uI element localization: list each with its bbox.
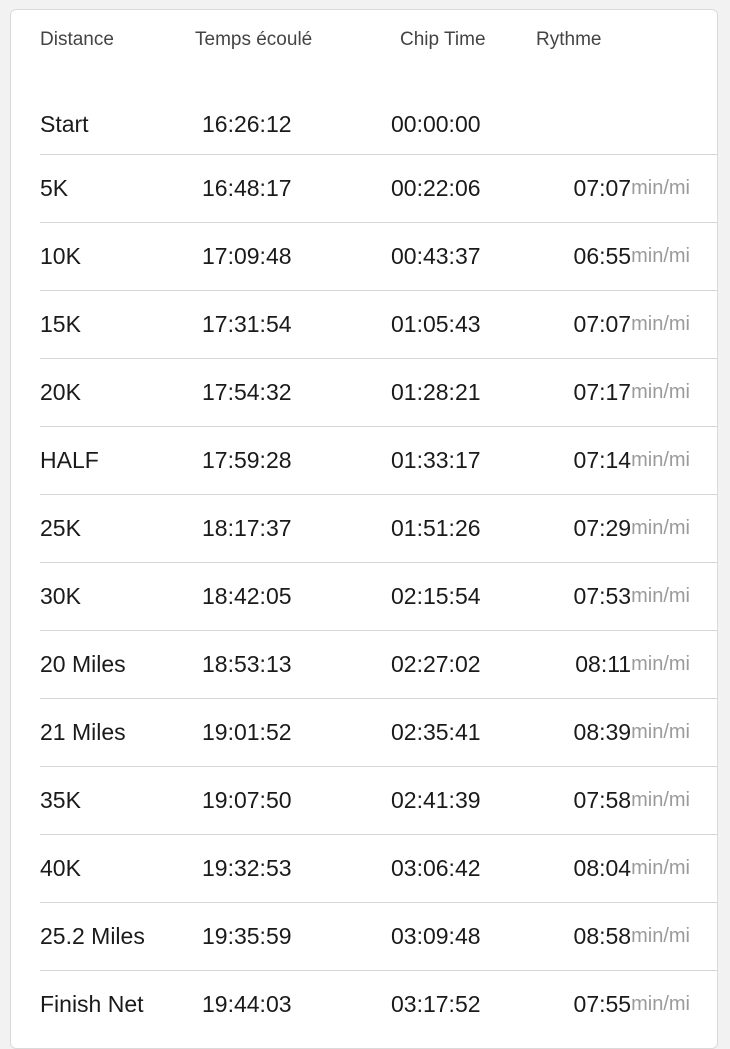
split-pace-value: 07:29 <box>573 515 632 541</box>
split-pace <box>574 971 690 1038</box>
split-chip-time: 00:43:37 <box>391 243 481 269</box>
split-distance: 40K <box>40 855 81 881</box>
split-elapsed-time: 19:07:50 <box>202 787 292 813</box>
split-pace <box>575 631 690 698</box>
split-pace-value: 06:55 <box>573 243 632 269</box>
split-row <box>40 495 718 563</box>
table-header <box>11 10 718 74</box>
pace-unit-label: min/mi <box>631 653 690 675</box>
pace-unit-label: min/mi <box>631 177 690 199</box>
split-pace <box>574 427 690 494</box>
pace-unit-label: min/mi <box>631 993 690 1015</box>
split-chip-time: 01:28:21 <box>391 379 481 405</box>
split-pace <box>574 563 690 630</box>
split-distance: 25K <box>40 515 81 541</box>
split-row <box>40 903 718 971</box>
split-chip-time: 01:33:17 <box>391 447 481 473</box>
split-row <box>40 95 718 155</box>
split-pace-value: 07:55 <box>573 991 632 1017</box>
pace-unit-label: min/mi <box>631 517 690 539</box>
split-distance: 10K <box>40 243 81 269</box>
splits-table <box>40 95 718 1038</box>
split-pace-value: 07:14 <box>573 447 632 473</box>
header-chip-time: Chip Time <box>400 29 486 50</box>
split-distance: 5K <box>40 175 69 201</box>
split-elapsed-time: 19:32:53 <box>202 855 292 881</box>
split-distance: HALF <box>40 447 99 473</box>
header-elapsed-time: Temps écoulé <box>195 29 313 50</box>
pace-unit-label: min/mi <box>631 585 690 607</box>
split-row <box>40 971 718 1038</box>
split-distance: 15K <box>40 311 81 337</box>
split-chip-time: 03:09:48 <box>391 923 481 949</box>
split-row <box>40 835 718 903</box>
split-elapsed-time: 17:09:48 <box>202 243 292 269</box>
split-elapsed-time: 18:17:37 <box>202 515 292 541</box>
split-row <box>40 767 718 835</box>
split-chip-time: 02:41:39 <box>391 787 481 813</box>
split-pace-value: 07:53 <box>573 583 632 609</box>
split-row <box>40 427 718 495</box>
split-pace <box>574 835 690 902</box>
split-pace <box>574 223 690 290</box>
split-pace <box>574 155 690 222</box>
pace-unit-label: min/mi <box>631 245 690 267</box>
split-elapsed-time: 18:42:05 <box>202 583 292 609</box>
split-pace <box>574 699 690 766</box>
split-distance: 30K <box>40 583 81 609</box>
split-pace <box>574 495 690 562</box>
split-elapsed-time: 19:35:59 <box>202 923 292 949</box>
pace-unit-label: min/mi <box>631 789 690 811</box>
split-distance: Start <box>40 111 89 137</box>
splits-card <box>10 9 718 1049</box>
split-pace <box>574 359 690 426</box>
split-chip-time: 03:17:52 <box>391 991 481 1017</box>
split-pace <box>574 291 690 358</box>
split-pace-value: 08:04 <box>573 855 632 881</box>
header-pace: Rythme <box>536 29 602 50</box>
split-elapsed-time: 19:01:52 <box>202 719 292 745</box>
pace-unit-label: min/mi <box>631 449 690 471</box>
split-distance: 20K <box>40 379 81 405</box>
split-chip-time: 01:51:26 <box>391 515 481 541</box>
split-row <box>40 699 718 767</box>
pace-unit-label: min/mi <box>631 721 690 743</box>
split-distance: 21 Miles <box>40 719 126 745</box>
split-chip-time: 02:35:41 <box>391 719 481 745</box>
split-pace <box>574 767 690 834</box>
split-elapsed-time: 16:26:12 <box>202 111 292 137</box>
split-chip-time: 00:22:06 <box>391 175 481 201</box>
pace-unit-label: min/mi <box>631 381 690 403</box>
split-elapsed-time: 17:54:32 <box>202 379 292 405</box>
split-pace-value: 07:07 <box>573 175 632 201</box>
split-pace-value: 07:58 <box>573 787 632 813</box>
pace-unit-label: min/mi <box>631 313 690 335</box>
pace-unit-label: min/mi <box>631 925 690 947</box>
split-chip-time: 02:27:02 <box>391 651 481 677</box>
split-distance: 25.2 Miles <box>40 923 145 949</box>
split-elapsed-time: 19:44:03 <box>202 991 292 1017</box>
split-chip-time: 03:06:42 <box>391 855 481 881</box>
split-pace <box>574 903 690 970</box>
split-elapsed-time: 17:31:54 <box>202 311 292 337</box>
split-elapsed-time: 16:48:17 <box>202 175 292 201</box>
split-chip-time: 00:00:00 <box>391 111 481 137</box>
split-row <box>40 223 718 291</box>
split-pace-value: 08:58 <box>573 923 632 949</box>
split-row <box>40 631 718 699</box>
split-row <box>40 291 718 359</box>
split-row <box>40 359 718 427</box>
split-pace-value: 07:07 <box>573 311 632 337</box>
split-row <box>40 155 718 223</box>
pace-unit-label: min/mi <box>631 857 690 879</box>
split-pace-value: 08:39 <box>573 719 632 745</box>
split-row <box>40 563 718 631</box>
split-elapsed-time: 17:59:28 <box>202 447 292 473</box>
split-distance: 20 Miles <box>40 651 126 677</box>
split-chip-time: 02:15:54 <box>391 583 481 609</box>
split-distance: Finish Net <box>40 991 144 1017</box>
split-distance: 35K <box>40 787 81 813</box>
split-chip-time: 01:05:43 <box>391 311 481 337</box>
split-pace-value: 07:17 <box>573 379 632 405</box>
split-pace-value: 08:11 <box>575 651 632 677</box>
header-distance: Distance <box>40 29 114 50</box>
split-elapsed-time: 18:53:13 <box>202 651 292 677</box>
